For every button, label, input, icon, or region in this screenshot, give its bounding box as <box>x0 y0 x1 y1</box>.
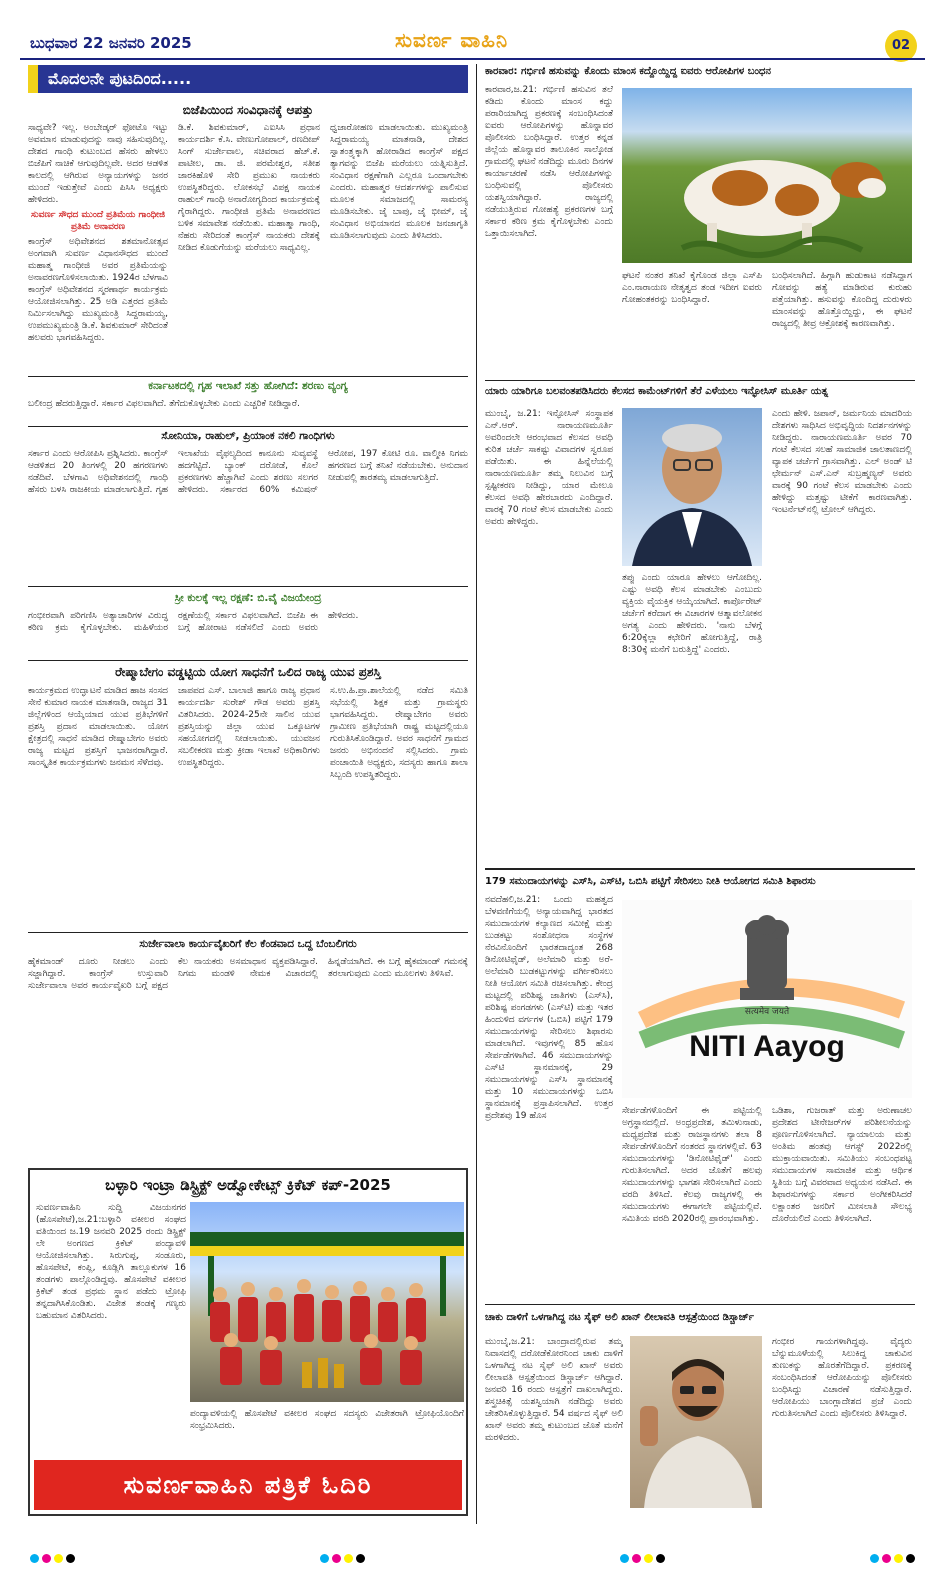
niti-headline: 179 ಸಮುದಾಯಗಳನ್ನು ಎಸ್‌ಸಿ, ಎಸ್‌ಟಿ, ಒಬಿಸಿ ಪಟ್ಟಿಗೆ ಸೇರಿಸಲು ನೀತಿ ಆಯೋಗದ ಸಮಿತಿ ಶಿಫಾರಸು <box>485 876 816 887</box>
karnataka-text: ಬಲೀಂದ್ರ ಹೆದರುತ್ತಿದ್ದಾರೆ. ಸರ್ಕಾರ ವಿಫಲವಾಗಿದೆ. ತೆಗೆದುಕೊಳ್ಳಬೇಕು ಎಂದು ಎಚ್ಚರಿಕೆ ನೀಡಿದ್ದಾರೆ. <box>28 399 300 409</box>
cow-text: ಕಾರವಾರ,ಜ.21: ಗರ್ಭಿಣಿ ಹಸುವಿನ ತಲೆ ಕಡಿದು ಕೊಂದು ಮಾಂಸ ಕದ್ದು ಪರಾರಿಯಾಗಿದ್ದ ಪ್ರಕರಣಕ್ಕೆ ಸಂಬಂಧಿಸಿದಂತೆ ಐವರು ಆರೋಪಿಗಳನ್ನು ಹೊನ್ನಾವರ ಪೊಲೀಸರು ಬಂಧಿಸಿದ್ದಾರೆ. ಉತ್ತರ ಕನ್ನಡ ಜಿಲ್ಲೆಯ ಹೊನ್ನಾವರ ತಾಲೂಕಿನ ಸಾಲ್ಕೋಡ ಗ್ರಾಮದಲ್ಲಿ ಘಟನೆ ನಡೆದಿದ್ದು ಮೂರು ದಿನಗಳ ಕಾರ್ಯಾಚರಣೆ ನಡೆಸಿ ಆರೋಪಿಗಳನ್ನು ಬಂಧಿಸುವಲ್ಲಿ ಪೊಲೀಸರು ಯಶಸ್ವಿಯಾಗಿದ್ದಾರೆ. ರಾಜ್ಯದಲ್ಲಿ ನಡೆಯುತ್ತಿರುವ ಗೋಹತ್ಯೆ ಪ್ರಕರಣಗಳ ಬಗ್ಗೆ ಸರ್ಕಾರ ಕಠಿಣ ಕ್ರಮ ಕೈಗೊಳ್ಳಬೇಕು ಎಂದು ಒತ್ತಾಯಿಸಲಾಗಿದೆ. <box>485 85 613 239</box>
saif-text2: ಗಂಭೀರ ಗಾಯಗಳಾಗಿದ್ದವು. ವೈದ್ಯರು ಬೆನ್ನುಮೂಳೆಯಲ್ಲಿ ಸಿಲುಕಿದ್ದ ಚಾಕುವಿನ ತುಣುಕನ್ನು ಹೊರತೆಗೆದಿದ್ದಾರೆ. ಪ್ರಕರಣಕ್ಕೆ ಸಂಬಂಧಿಸಿದಂತೆ ಆರೋಪಿಯನ್ನು ಪೊಲೀಸರು ಬಂಧಿಸಿದ್ದು ವಿಚಾರಣೆ ನಡೆಸುತ್ತಿದ್ದಾರೆ. ಆರೋಪಿಯು ಬಾಂಗ್ಲಾದೇಶದ ಪ್ರಜೆ ಎಂದು ಗುರುತಿಸಲಾಗಿದೆ ಎಂದು ಪೊಲೀಸರು ತಿಳಿಸಿದ್ದಾರೆ. <box>772 1337 912 1419</box>
divider-right-3 <box>485 1304 915 1305</box>
murthy-headline: ಯಾರು ಯಾರಿಗೂ ಬಲವಂತಪಡಿಸಿದರು ಕೆಲಸದ ಕಾಮೆಂಟ್‌ಗಳಿಗೆ ತೆರೆ ಎಳೆಯಲು ಇನ್ಫೋಸಿಸ್ ಮೂರ್ತಿ ಯತ್ನ <box>485 386 829 397</box>
rekha-col3: ಸ.ಉ.ಹಿ.ಪ್ರಾ.ಶಾಲೆಯಲ್ಲಿ ನಡೆದ ಸಮಿತಿ ಸಭೆಯಲ್ಲಿ ಶಿಕ್ಷಕ ಮತ್ತು ಗ್ರಾಮಸ್ಥರು ಭಾಗವಹಿಸಿದ್ದರು. ರೇಷ್ಮಾಬೇಗಂ ಅವರು ಗ್ರಾಮೀಣ ಪ್ರತಿಭೆಯಾಗಿ ರಾಷ್ಟ್ರ ಮಟ್ಟದಲ್ಲಿಯೂ ಗುರುತಿಸಿಕೊಂಡಿದ್ದಾರೆ. ಅವರ ಸಾಧನೆಗೆ ಗ್ರಾಮದ ಜನರು ಅಭಿನಂದನೆ ಸಲ್ಲಿಸಿದರು. ಗ್ರಾಮ ಪಂಚಾಯಿತಿ ಅಧ್ಯಕ್ಷರು, ಸದಸ್ಯರು ಹಾಗೂ ಶಾಲಾ ಸಿಬ್ಬಂದಿ ಉಪಸ್ಥಿತರಿದ್ದರು. <box>330 686 468 780</box>
saif-photo <box>630 1336 762 1508</box>
page-number-text: 02 <box>891 38 911 53</box>
saif-headline: ಚಾಕು ದಾಳಿಗೆ ಒಳಗಾಗಿದ್ದ ನಟ ಸೈಫ್ ಅಲಿ ಖಾನ್ ಲೀಲಾವತಿ ಆಸ್ಪತ್ರೆಯಿಂದ ಡಿಸ್ಚಾರ್ಜ್ <box>485 1312 754 1323</box>
divider-left-2 <box>28 426 468 427</box>
cow-text3: ಬಂಧಿಸಲಾಗಿದೆ. ಹಿಗ್ಗಾಗಿ ಹುಡುಕಾಟ ನಡೆಸಿದ್ದಾಗ ಗೋವನ್ನು ಹತ್ಯೆ ಮಾಡಿರುವ ಕುರುಹು ಪತ್ತೆಯಾಗಿತ್ತು. ಹಸುವನ್ನು ಕೊಂದಿದ್ದ ದುರುಳರು ಮಾಂಸವನ್ನು ಹೊತ್ತೊಯ್ದಿದ್ದು, ಈ ಘಟನೆ ರಾಜ್ಯದಲ್ಲಿ ತೀವ್ರ ಆಕ್ರೋಶಕ್ಕೆ ಕಾರಣವಾಗಿತ್ತು. <box>772 271 912 329</box>
saif-text: ಮುಂಬೈ,ಜ.21: ಬಾಂದ್ರಾದಲ್ಲಿರುವ ತಮ್ಮ ನಿವಾಸದಲ್ಲಿ ದರೋಡೆಕೋರನಿಂದ ಚಾಕು ದಾಳಿಗೆ ಒಳಗಾಗಿದ್ದ ನಟ ಸೈಫ್ ಅಲಿ ಖಾನ್ ಅವರು ಲೀಲಾವತಿ ಆಸ್ಪತ್ರೆಯಿಂದ ಡಿಸ್ಚಾರ್ಜ್ ಆಗಿದ್ದಾರೆ. ಜನವರಿ 16 ರಂದು ಆಸ್ಪತ್ರೆಗೆ ದಾಖಲಾಗಿದ್ದರು. ಶಸ್ತ್ರಚಿಕಿತ್ಸೆ ಯಶಸ್ವಿಯಾಗಿ ನಡೆದಿದ್ದು ಅವರು ಚೇತರಿಸಿಕೊಳ್ಳುತ್ತಿದ್ದಾರೆ. 54 ವರ್ಷದ ಸೈಫ್ ಅಲಿ ಖಾನ್ ಅವರು ತಮ್ಮ ಕುಟುಂಬದ ಜೊತೆ ಮನೆಗೆ ಮರಳಿದರು. <box>485 1337 623 1443</box>
cricket-box <box>28 1168 468 1516</box>
niti-col2: ಸೇರ್ಪಡೆಗಳೊಂದಿಗೆ ಈ ಪಟ್ಟಿಯಲ್ಲಿ ಅಗ್ರಸ್ಥಾನದಲ್ಲಿದೆ. ಅಂಧ್ರಪ್ರದೇಶ, ತಮಿಳುನಾಡು, ಮಧ್ಯಪ್ರದೇಶ ಮತ್ತು ರಾಜಸ್ಥಾನಗಳು ತಲಾ 8 ಸೇರ್ಪಡೆಗಳೊಂದಿಗೆ ನಂತರದ ಸ್ಥಾನಗಳಲ್ಲಿವೆ. 63 ಸಮುದಾಯಗಳನ್ನು 'ಡಿನೋಟಿಫೈಡ್' ಎಂದು ಗುರುತಿಸಲಾಗಿದೆ. ಅದರ ಜೊತೆಗೆ ಹಲವು ಸಮುದಾಯಗಳನ್ನು ಭಾಗಶಃ ಸೇರಿಸಲಾಗಿದೆ ಎಂದು ವರದಿ ತಿಳಿಸಿದೆ. ಕೆಲವು ರಾಜ್ಯಗಳಲ್ಲಿ ಈ ಸಮುದಾಯಗಳು ಈಗಾಗಲೇ ಪಟ್ಟಿಯಲ್ಲಿವೆ. ಸಮಿತಿಯ ವರದಿ 2020ರಲ್ಲಿ ಪ್ರಾರಂಭವಾಗಿತ್ತು. <box>622 1106 762 1224</box>
divider-left-3 <box>28 586 468 587</box>
masthead <box>395 28 595 56</box>
murthy-text2: ತಪ್ಪು ಎಂದು ಯಾರೂ ಹೇಳಲು ಆಗೋದಿಲ್ಲ. ಎಷ್ಟು ಅವಧಿ ಕೆಲಸ ಮಾಡಬೇಕು ಎಂಬುದು ವ್ಯಕ್ತಿಯ ವೈಯಕ್ತಿಕ ಆಯ್ಕೆಯಾಗಿದೆ. ಕಾರ್ಪೊರೇಟ್ ಚರ್ಚೆಗೆ ಕರೆದಾಗ ಈ ವಿಚಾರಗಳ ಆತ್ಮಾವಲೋಕನ ಅಗತ್ಯ ಎಂದು ಹೇಳಿದರು. 'ನಾನು ಬೆಳಗ್ಗೆ 6:20ಕ್ಕೆಲ್ಲಾ ಕಛೇರಿಗೆ ಹೋಗುತ್ತಿದ್ದೆ, ರಾತ್ರಿ 8:30ಕ್ಕೆ ಮನೆಗೆ ಬರುತ್ತಿದ್ದೆ' ಎಂದರು. <box>622 573 762 655</box>
cow-text2: ಘಟನೆ ನಂತರ ತನಿಖೆ ಕೈಗೊಂಡ ಜಿಲ್ಲಾ ಎಸ್‌ಪಿ ಎಂ.ನಾರಾಯಣ ನೇತೃತ್ವದ ತಂಡ ಇದೀಗ ಐವರು ಗೋಹಂತಕರನ್ನು ಬಂಧಿಸಿದ್ದಾರೆ. <box>622 271 762 305</box>
niti-col1: ನವದೆಹಲಿ,ಜ.21: ಒಂದು ಮಹತ್ವದ ಬೆಳವಣಿಗೆಯಲ್ಲಿ ಅನ್ಯಾಯವಾಗಿದ್ದ ಭಾರತದ ಸಮುದಾಯಗಳ ಕಲ್ಯಾಣದ ಸಮೀಕ್ಷೆ ಮತ್ತು ಬುಡಕಟ್ಟು ಸಂಶೋಧನಾ ಸಂಸ್ಥೆಗಳ ನೆರವಿನೊಂದಿಗೆ ಭಾರತದಾದ್ಯಂತ 268 ಡಿನೋಟಿಫೈಡ್, ಅಲೆಮಾರಿ ಮತ್ತು ಅರೆ-ಅಲೆಮಾರಿ ಬುಡಕಟ್ಟುಗಳನ್ನು ವರ್ಗೀಕರಿಸಲು ನೀತಿ ಆಯೋಗ ಸಮಿತಿ ರಚಿಸಲಾಗಿತ್ತು. ಕೇಂದ್ರ ಮಟ್ಟದಲ್ಲಿ ಪರಿಶಿಷ್ಟ ಜಾತಿಗಳು (ಎಸ್‌ಸಿ), ಪರಿಶಿಷ್ಟ ಪಂಗಡಗಳು (ಎಸ್‌ಟಿ) ಮತ್ತು ಇತರ ಹಿಂದುಳಿದ ವರ್ಗಗಳ (ಒಬಿಸಿ) ಪಟ್ಟಿಗೆ 179 ಸಮುದಾಯಗಳನ್ನು ಸೇರಿಸಲು ಶಿಫಾರಸು ಮಾಡಲಾಗಿದೆ. ಇವುಗಳಲ್ಲಿ 85 ಹೊಸ ಸೇರ್ಪಡೆಗಳಾಗಿವೆ. 46 ಸಮುದಾಯಗಳನ್ನು ಎಸ್‌ಟಿ ಸ್ಥಾನಮಾನಕ್ಕೆ, 29 ಸಮುದಾಯಗಳನ್ನು ಎಸ್‌ಸಿ ಸ್ಥಾನಮಾನಕ್ಕೆ ಮತ್ತು 10 ಸಮುದಾಯಗಳನ್ನು ಒಬಿಸಿ ಸ್ಥಾನಮಾನಕ್ಕೆ ಪ್ರಸ್ತಾಪಿಸಲಾಗಿದೆ. ಉತ್ತರ ಪ್ರದೇಶವು 19 ಹೊಸ <box>485 895 613 1121</box>
bjp-subhead: ಸುವರ್ಣ ಸೌಧದ ಮುಂದೆ ಪ್ರತಿಮೆಯ ಗಾಂಧೀಜಿ ಪ್ರತಿಮೆ ಅನಾವರಣ <box>30 210 166 232</box>
divider-left-5 <box>28 932 468 933</box>
color-marks-center <box>320 1548 368 1567</box>
surjewala-text: ಹೈಕಮಾಂಡ್ ದೂರು ನೀಡಲು ಎಂದು ಸಜ್ಜಾಗಿದ್ದಾರೆ. ಕಾಂಗ್ರೆಸ್ ಉಸ್ತುವಾರಿ ಸುರ್ಜೇವಾಲಾ ಅವರ ಕಾರ್ಯವೈಖರಿ ಬಗ್ಗೆ ಪಕ್ಷದ ಕೆಲ ನಾಯಕರು ಅಸಮಾಧಾನ ವ್ಯಕ್ತಪಡಿಸಿದ್ದಾರೆ. ನಿಗಮ ಮಂಡಳಿ ನೇಮಕ ವಿಚಾರದಲ್ಲಿ ಹಿನ್ನಡೆಯಾಗಿದೆ. ಈ ಬಗ್ಗೆ ಹೈಕಮಾಂಡ್ ಗಮನಕ್ಕೆ ತರಲಾಗುವುದು ಎಂದು ಮೂಲಗಳು ತಿಳಿಸಿವೆ. <box>28 957 468 991</box>
sonia-text: ಸರ್ಕಾರ ಎಂದು ಆರೋಪಿಸಿ ಪ್ರಶ್ನಿಸಿದರು. ಕಾಂಗ್ರೆಸ್ ಆಡಳಿತದ 20 ತಿಂಗಳಲ್ಲಿ 20 ಹಗರಣಗಳು ನಡೆದಿವೆ. ಬೆಳಗಾವಿ ಅಧಿವೇಶನದಲ್ಲಿ ಗಾಂಧಿ ಹೆಸರು ಬಳಸಿ ರಾಜಕೀಯ ಮಾಡಲಾಗುತ್ತಿದೆ. ಗೃಹ ಇಲಾಖೆಯ ವೈಫಲ್ಯದಿಂದ ಕಾನೂನು ಸುವ್ಯವಸ್ಥೆ ಹದಗೆಟ್ಟಿದೆ. ಬ್ಯಾಂಕ್ ದರೋಡೆ, ಕೊಲೆ ಪ್ರಕರಣಗಳು ಹೆಚ್ಚಾಗಿವೆ ಎಂದು ಶರಣು ಸಲಗರ ಹೇಳಿದರು. ಸರ್ಕಾರದ 60% ಕಮಿಷನ್ ಆರೋಪ, 197 ಕೋಟಿ ರೂ. ವಾಲ್ಮೀಕಿ ನಿಗಮ ಹಗರಣದ ಬಗ್ಗೆ ತನಿಖೆ ನಡೆಯಬೇಕು. ಅನುದಾನ ನೀಡುವಲ್ಲಿ ತಾರತಮ್ಯ ಮಾಡಲಾಗುತ್ತಿದೆ. <box>28 449 468 495</box>
sonia-headline: ಸೋನಿಯಾ, ರಾಹುಲ್, ಪ್ರಿಯಾಂಕ ನಕಲಿ ಗಾಂಧಿಗಳು <box>161 430 335 442</box>
niti-logo-text: NITI Aayog <box>689 1030 845 1063</box>
divider-left-4 <box>28 660 468 661</box>
cow-photo <box>622 88 912 263</box>
cow-illustration <box>622 88 912 263</box>
header-date: ಬುಧವಾರ 22 ಜನವರಿ 2025 <box>30 34 192 52</box>
karnataka-headline: ಕರ್ನಾಟಕದಲ್ಲಿ ಗೃಹ ಇಲಾಖೆ ಸತ್ತು ಹೋಗಿದೆ: ಶರಣು ವ್ಯಂಗ್ಯ <box>148 380 348 392</box>
color-marks-left <box>30 1548 78 1567</box>
bjp-col1-text: ಸಾಧ್ಯವೇ? ಇಲ್ಲ. ಅಂಬೇಡ್ಕರ್ ಫೋಟೊ ಇಟ್ಟು ಅವಮಾನ ಮಾಡುವುದನ್ನು ನಾವು ಸಹಿಸುವುದಿಲ್ಲ. ದೇಶದ ಗಾಂಧಿ ಕುಟುಂಬದ ಹೆಸರು ಹೇಳಲು ಬಿಜೆಪಿಗೆ ನಾಚಿಕೆ ಆಗುವುದಿಲ್ಲವೇ. ಅದರ ಆಡಳಿತ ಕಾಲದಲ್ಲಿ ಆಗಿರುವ ಅನ್ಯಾಯಗಳನ್ನು ಜನರ ಮುಂದೆ ಇಡುತ್ತೇವೆ ಎಂದು ಪಿಸಿಸಿ ಅಧ್ಯಕ್ಷರು ಹೇಳಿದರು. <box>28 123 168 205</box>
cow-headline: ಕಾರವಾರ: ಗರ್ಭಿಣಿ ಹಸುವನ್ನು ಕೊಂದು ಮಾಂಸ ಕದ್ದೊಯ್ದಿದ್ದ ಐವರು ಆರೋಪಿಗಳ ಬಂಧನ <box>485 66 771 77</box>
divider-right-1 <box>485 380 915 381</box>
cricket-photo <box>190 1202 464 1402</box>
niti-logo-panel <box>622 900 912 1098</box>
surjewala-headline: ಸುರ್ಜೇವಾಲಾ ಕಾರ್ಯವೈಖರಿಗೆ ಕೆಲ ಕೆಂಡವಾದ ಒದ್ದ ಬೆಂಬಲಿಗರು <box>139 938 357 950</box>
murthy-photo <box>622 408 762 566</box>
read-paper-banner-text: ಸುವರ್ಣವಾಹಿನಿ ಪತ್ರಿಕೆ ಓದಿರಿ <box>123 1471 373 1499</box>
niti-emblem <box>622 900 912 1098</box>
niti-motto: सत्यमेव जयते <box>744 1007 790 1017</box>
portrait-illustration <box>622 408 762 566</box>
divider-right-2 <box>485 868 915 870</box>
cricket-headline: ಬಳ್ಳಾರಿ ಇಂಟ್ರಾ ಡಿಸ್ಟ್ರಿಕ್ಟ್ ಅಡ್ವೋಕೇಟ್ಸ್ ಕ್ರಿಕೆಟ್ ಕಪ್-2025 <box>105 1176 391 1194</box>
vijayendra-headline: ಸ್ರೀ ಕುಲಕ್ಕೆ ಇಲ್ಲ ರಕ್ಷಣೆ: ಬಿ.ವೈ ವಿಜಯೇಂದ್ರ <box>174 592 322 604</box>
front-section-label <box>28 65 468 93</box>
murthy-text: ಮುಂಬೈ, ಜ.21: ಇನ್ಫೋಸಿಸ್ ಸಂಸ್ಥಾಪಕ ಎನ್.ಆರ್. ನಾರಾಯಣಮೂರ್ತಿ ಅವರಿಂದಲೇ ಆರಂಭವಾದ ಕೆಲಸದ ಅವಧಿ ಕುರಿತ ಚರ್ಚೆ ಸಾಕಷ್ಟು ವಿವಾದಗಳ ಸ್ವರೂಪ ಪಡೆಯಿತು. ಈ ಹಿನ್ನೆಲೆಯಲ್ಲಿ ನಾರಾಯಣಮೂರ್ತಿ ತಮ್ಮ ನಿಲುವಿನ ಬಗ್ಗೆ ಸ್ಪಷ್ಟೀಕರಣ ನೀಡಿದ್ದು, ಯಾರ ಮೇಲೂ ಕೆಲಸದ ಅವಧಿ ಹೇರಬಾರದು ಎಂದಿದ್ದಾರೆ. ವಾರಕ್ಕೆ 70 ಗಂಟೆ ಕೆಲಸ ಮಾಡಬೇಕು ಎಂದು ಅವರು ಹೇಳಿದ್ದರು. <box>485 409 613 527</box>
masthead-title: ಸುವರ್ಣ ವಾಹಿನಿ <box>395 28 509 52</box>
cricket-text: ಸುವರ್ಣವಾಹಿನಿ ಸುದ್ದಿ ವಿಜಯನಗರ (ಹೊಸಪೇಟೆ),ಜ.21:ಬಳ್ಳಾರಿ ವಕೀಲರ ಸಂಘದ ವತಿಯಿಂದ ಜ.19 ಜನವರಿ 2025 ರಂದು ಡಿಸ್ಟ್ರಿಕ್ಟ್ ಲೇ ಅಂಗಣದ ಕ್ರಿಕೆಟ್ ಪಂದ್ಯಾವಳಿ ಆಯೋಜಿಸಲಾಗಿತ್ತು. ಸಿರುಗುಪ್ಪ, ಸಂಡೂರು, ಹೊಸಪೇಟೆ, ಕಂಪ್ಲಿ, ಕೂಡ್ಲಿಗಿ ತಾಲ್ಲೂಕುಗಳ 16 ತಂಡಗಳು ಪಾಲ್ಗೊಂಡಿದ್ದವು. ಹೊಸಪೇಟೆ ವಕೀಲರ ಕ್ರಿಕೆಟ್ ತಂಡ ಪ್ರಥಮ ಸ್ಥಾನ ಪಡೆದು ಟ್ರೋಫಿ ತನ್ನದಾಗಿಸಿಕೊಂಡಿತು. ವಿಜೇತ ತಂಡಕ್ಕೆ ಗಣ್ಯರು ಬಹುಮಾನ ವಿತರಿಸಿದರು. <box>36 1203 186 1321</box>
column-divider <box>476 64 477 1524</box>
print-registration-marks <box>30 1548 920 1562</box>
header-bar <box>0 0 945 60</box>
header-underline <box>20 58 925 60</box>
bjp-col2: ಡಿ.ಕೆ. ಶಿವಕುಮಾರ್, ಎಐಸಿಸಿ ಪ್ರಧಾನ ಕಾರ್ಯದರ್ಶಿ ಕೆ.ಸಿ. ವೇಣುಗೋಪಾಲ್, ರಣದೀಪ್ ಸಿಂಗ್ ಸುರ್ಜೇವಾಲ, ಸಚಿವರಾದ ಹೆಚ್.ಕೆ. ಪಾಟೀಲ, ಡಾ. ಜಿ. ಪರಮೇಶ್ವರ, ಸತೀಶ ಜಾರಕಿಹೊಳಿ ಸೇರಿ ಪ್ರಮುಖ ನಾಯಕರು ಉಪಸ್ಥಿತರಿದ್ದರು. ಲೋಕಸಭೆ ವಿಪಕ್ಷ ನಾಯಕ ರಾಹುಲ್ ಗಾಂಧಿ ಅನಾರೋಗ್ಯದಿಂದ ಕಾರ್ಯಕ್ರಮಕ್ಕೆ ಗೈರಾಗಿದ್ದರು. ಗಾಂಧೀಜಿ ಪ್ರತಿಮೆ ಅನಾವರಣದ ಬಳಿಕ ಸಮಾವೇಶ ನಡೆಯಿತು. ಮಹಾತ್ಮಾ ಗಾಂಧಿ, ನೆಹರು ಸೇರಿದಂತೆ ಕಾಂಗ್ರೆಸ್ ನಾಯಕರು ದೇಶಕ್ಕೆ ನೀಡಿದ ಕೊಡುಗೆಯನ್ನು ಮರೆಯಲು ಸಾಧ್ಯವಿಲ್ಲ. <box>178 123 320 253</box>
bjp-col1b-text: ಕಾಂಗ್ರೆಸ್ ಅಧಿವೇಶನದ ಶತಮಾನೋತ್ಸವ ಅಂಗವಾಗಿ ಸುವರ್ಣ ವಿಧಾನಸೌಧದ ಮುಂದೆ ಮಹಾತ್ಮ ಗಾಂಧೀಜಿ ಅವರ ಪ್ರತಿಮೆಯನ್ನು ಅನಾವರಣಗೊಳಿಸಲಾಯಿತು. 1924ರ ಬೆಳಗಾವಿ ಕಾಂಗ್ರೆಸ್ ಅಧಿವೇಶನದ ಸ್ಮರಣಾರ್ಥ ಕಾರ್ಯಕ್ರಮ ಆಯೋಜಿಸಲಾಗಿತ್ತು. 25 ಅಡಿ ಎತ್ತರದ ಪ್ರತಿಮೆ ನಿರ್ಮಿಸಲಾಗಿದ್ದು ಮುಖ್ಯಮಂತ್ರಿ ಸಿದ್ದರಾಮಯ್ಯ, ಉಪಮುಖ್ಯಮಂತ್ರಿ ಡಿ.ಕೆ. ಶಿವಕುಮಾರ್ ಸೇರಿದಂತೆ ಹಲವರು ಭಾಗವಹಿಸಿದ್ದರು. <box>28 237 168 343</box>
rekha-headline: ರೇಷ್ಮಾಬೇಗಂ ವಡ್ಡಟ್ಟಿಯ ಯೋಗ ಸಾಧನೆಗೆ ಒಲಿದ ರಾಜ್ಯ ಯುವ ಪ್ರಶಸ್ತಿ <box>115 665 381 679</box>
cricket-team-illustration <box>190 1202 464 1402</box>
cricket-caption: ಪಂದ್ಯಾವಳಿಯಲ್ಲಿ ಹೊಸಪೇಟೆ ವಕೀಲರ ಸಂಘದ ಸದಸ್ಯರು ವಿಜೇತರಾಗಿ ಟ್ರೋಫಿಯೊಂದಿಗೆ ಸಂಭ್ರಮಿಸಿದರು. <box>190 1409 464 1431</box>
vijayendra-text: ಗಂಭೀರವಾಗಿ ಪರಿಗಣಿಸಿ ಅತ್ಯಾಚಾರಿಗಳ ವಿರುದ್ಧ ಕಠಿಣ ಕ್ರಮ ಕೈಗೊಳ್ಳಬೇಕು. ಮಹಿಳೆಯರ ರಕ್ಷಣೆಯಲ್ಲಿ ಸರ್ಕಾರ ವಿಫಲವಾಗಿದೆ. ಬಿಜೆಪಿ ಈ ಬಗ್ಗೆ ಹೋರಾಟ ನಡೆಸಲಿದೆ ಎಂದು ಅವರು ಹೇಳಿದರು. <box>28 611 359 633</box>
bjp-col1 <box>28 122 168 372</box>
rekha-col2: ಜಾಪಪದ ಎಸ್. ಬಾಲಾಜಿ ಹಾಗೂ ರಾಜ್ಯ ಪ್ರಧಾನ ಕಾರ್ಯದರ್ಶಿ ಸುರೇಶ್ ಗೌಡ ಅವರು ಪ್ರಶಸ್ತಿ ವಿತರಿಸಿದರು. 2024-25ನೇ ಸಾಲಿನ ಯುವ ಪ್ರಶಸ್ತಿಯನ್ನು ಜಿಲ್ಲಾ ಯುವ ಒಕ್ಕೂಟಗಳ ಸಹಯೋಗದಲ್ಲಿ ನೀಡಲಾಯಿತು. ಯುವಜನ ಸಬಲೀಕರಣ ಮತ್ತು ಕ್ರೀಡಾ ಇಲಾಖೆ ಅಧಿಕಾರಿಗಳು ಉಪಸ್ಥಿತರಿದ್ದರು. <box>178 686 320 768</box>
color-marks-right <box>620 1548 668 1567</box>
bjp-headline: ಬಿಜೆಪಿಯಿಂದ ಸಂವಿಧಾನಕ್ಕೆ ಆಪತ್ತು <box>182 103 314 117</box>
bjp-col3: ಧ್ವಜಾರೋಹಣ ಮಾಡಲಾಯಿತು. ಮುಖ್ಯಮಂತ್ರಿ ಸಿದ್ದರಾಮಯ್ಯ ಮಾತನಾಡಿ, ದೇಶದ ಸ್ವಾತಂತ್ರ್ಯಕ್ಕಾಗಿ ಹೋರಾಡಿದ ಕಾಂಗ್ರೆಸ್ ಪಕ್ಷದ ತ್ಯಾಗವನ್ನು ಬಿಜೆಪಿ ಮರೆಯಲು ಯತ್ನಿಸುತ್ತಿದೆ. ಸಂವಿಧಾನ ರಕ್ಷಣೆಗಾಗಿ ಎಲ್ಲರೂ ಒಂದಾಗಬೇಕು ಎಂದರು. ಮಹಾತ್ಮರ ಆದರ್ಶಗಳನ್ನು ಪಾಲಿಸುವ ಮೂಲಕ ಸಮಾಜದಲ್ಲಿ ಸಾಮರಸ್ಯ ಮೂಡಿಸಬೇಕು. ಜೈ ಬಾಪು, ಜೈ ಭೀಮ್, ಜೈ ಸಂವಿಧಾನ ಅಭಿಯಾನದ ಮೂಲಕ ಜನಜಾಗೃತಿ ಮೂಡಿಸಲಾಗುವುದು ಎಂದು ತಿಳಿಸಿದರು. <box>330 123 468 241</box>
niti-col3: ಒಡಿಶಾ, ಗುಜರಾತ್ ಮತ್ತು ಅರುಣಾಚಲ ಪ್ರದೇಶದ ಟೀನೇಜರ್‌ಗಳ ಪರಿಶೀಲನೆಯನ್ನು ಪೂರ್ಣಗೊಳಿಸಲಾಗಿದೆ. ನ್ಯಾಯಾಲಯ ಮತ್ತು ಅಂತಿಮ ಹಂತವು ಆಗಸ್ಟ್ 2022ರಲ್ಲಿ ಮುಕ್ತಾಯವಾಯಿತು. ಸಮಿತಿಯು ಸಂಬಂಧಪಟ್ಟ ಸಮುದಾಯಗಳ ಸಾಮಾಜಿಕ ಮತ್ತು ಆರ್ಥಿಕ ಸ್ಥಿತಿಯ ಬಗ್ಗೆ ವಿವರವಾದ ಅಧ್ಯಯನ ನಡೆಸಿದೆ. ಈ ಶಿಫಾರಸುಗಳನ್ನು ಸರ್ಕಾರ ಅಂಗೀಕರಿಸಿದರೆ ಲಕ್ಷಾಂತರ ಜನರಿಗೆ ಮೀಸಲಾತಿ ಸೌಲಭ್ಯ ದೊರೆಯಲಿದೆ ಎಂದು ತಿಳಿಸಲಾಗಿದೆ. <box>772 1106 912 1224</box>
murthy-text3: ಎಂದು ಹೇಳಿ. ಜಪಾನ್, ಜರ್ಮನಿಯ ಮಾದರಿಯ ದೇಶಗಳು ಸಾಧಿಸಿದ ಅಭಿವೃದ್ಧಿಯ ನಿದರ್ಶನಗಳನ್ನು ನೀಡಿದ್ದರು. ನಾರಾಯಣಮೂರ್ತಿ ಅವರ 70 ಗಂಟೆ ಕೆಲಸದ ಸಲಹೆ ಸಾಮಾಜಿಕ ಜಾಲತಾಣದಲ್ಲಿ ವ್ಯಾಪಕ ಚರ್ಚೆಗೆ ಗ್ರಾಸವಾಗಿತ್ತು. ಎಲ್ ಅಂಡ್ ಟಿ ಛೇರ್ಮನ್ ಎಸ್.ಎನ್ ಸುಬ್ರಹ್ಮಣ್ಯನ್ ಅವರು ವಾರಕ್ಕೆ 90 ಗಂಟೆ ಕೆಲಸ ಮಾಡಬೇಕು ಎಂದು ಹೇಳಿದ್ದು ಮತ್ತಷ್ಟು ಟೀಕೆಗೆ ಕಾರಣವಾಗಿತ್ತು. ಇಂಟರ್ನೆಟ್‌ನಲ್ಲಿ ಟ್ರೋಲ್ ಆಗಿದ್ದರು. <box>772 409 912 515</box>
color-marks-end <box>870 1548 918 1567</box>
read-paper-banner <box>34 1460 462 1510</box>
rekha-col1: ಕಾರ್ಯಕ್ರಮದ ಉದ್ಘಾಟನೆ ಮಾಡಿದ ಹಾಜ ಸಂಸದ ಸೇನೆ ಕುಮಾರ ನಾಯಕ ಮಾತನಾಡಿ, ರಾಜ್ಯದ 31 ಜಿಲ್ಲೆಗಳಿಂದ ಆಯ್ಕೆಯಾದ ಯುವ ಪ್ರತಿಭೆಗಳಿಗೆ ಪ್ರಶಸ್ತಿ ಪ್ರದಾನ ಮಾಡಲಾಯಿತು. ಯೋಗ ಕ್ಷೇತ್ರದಲ್ಲಿ ಸಾಧನೆ ಮಾಡಿದ ರೇಷ್ಮಾಬೇಗಂ ಅವರು ರಾಜ್ಯ ಮಟ್ಟದ ಪ್ರಶಸ್ತಿಗೆ ಭಾಜನರಾಗಿದ್ದಾರೆ. ಸಾಂಸ್ಕೃತಿಕ ಕಾರ್ಯಕ್ರಮಗಳು ಜನಮನ ಸೆಳೆದವು. <box>28 686 168 768</box>
divider-left-1 <box>28 376 468 377</box>
actor-illustration <box>630 1336 762 1508</box>
front-section-text: ಮೊದಲನೇ ಪುಟದಿಂದ..... <box>48 69 192 88</box>
